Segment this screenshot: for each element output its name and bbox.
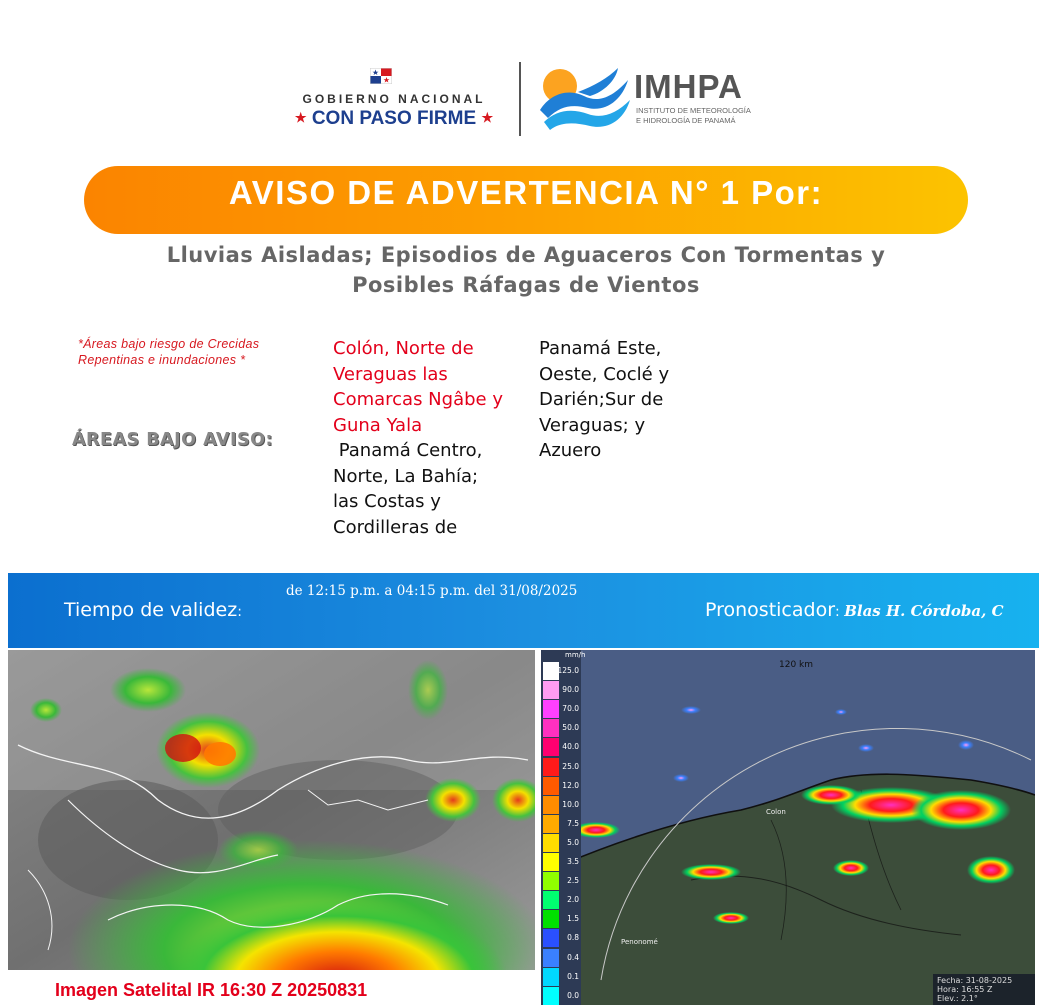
area-line: Colón, Norte de	[333, 338, 474, 359]
areas-label: ÁREAS BAJO AVISO:	[72, 430, 273, 450]
area-line: Darién;Sur de	[539, 389, 664, 410]
area-line: Panamá Centro,	[333, 440, 483, 461]
radar-info-box	[933, 974, 1035, 1005]
areas-column-1	[333, 336, 538, 540]
imhpa-logo	[538, 66, 768, 132]
radar-scale-label: 1.5	[567, 914, 579, 924]
radar-scale-label: 5.0	[567, 837, 579, 847]
radar-scale-label: 50.0	[562, 723, 579, 733]
imhpa-subtitle-line1: INSTITUTO DE METEOROLOGÍA	[636, 106, 751, 115]
validity-bar	[8, 573, 1039, 648]
radar-range-label: 120 km	[779, 660, 814, 670]
radar-image	[541, 650, 1035, 1005]
flood-risk-note	[78, 336, 308, 368]
radar-info-elev: Elev.: 2.1°	[937, 994, 978, 1003]
forecaster-colon: :	[835, 604, 845, 620]
warning-title: AVISO DE ADVERTENCIA N° 1 Por:	[228, 174, 824, 211]
satellite-caption: Imagen Satelital IR 16:30 Z 20250831	[55, 980, 368, 1000]
gobierno-nacional-text: GOBIERNO NACIONAL	[302, 92, 486, 106]
radar-scale-label: 0.4	[567, 952, 579, 962]
forecaster	[705, 599, 1004, 621]
area-line: Azuero	[539, 440, 602, 461]
risk-note-line2: Repentinas e inundaciones *	[78, 353, 246, 367]
satellite-ir-image	[8, 650, 535, 970]
area-line: Comarcas Ngâbe y	[333, 389, 503, 410]
gobierno-nacional-logo	[284, 68, 504, 134]
radar-scale-label: 10.0	[562, 799, 579, 809]
validity-range: de 12:15 p.m. a 04:15 p.m. del 31/08/2025	[286, 583, 578, 599]
star-icon: ★	[481, 110, 494, 125]
imhpa-sun-wave-icon	[538, 66, 632, 132]
area-line: Guna Yala	[333, 414, 423, 436]
radar-scale	[541, 650, 586, 1005]
logo-divider	[519, 62, 521, 136]
area-line: Veraguas; y	[539, 414, 646, 436]
radar-scale-label: 25.0	[562, 761, 579, 771]
radar-scale-label: 0.8	[567, 933, 579, 943]
area-line: las Costas y	[333, 491, 441, 512]
radar-scale-label: 0.1	[567, 971, 579, 981]
radar-city-penonome: Penonomé	[621, 938, 658, 946]
validity-label-colon: :	[237, 604, 242, 620]
radar-scale-label: 40.0	[562, 742, 579, 752]
flood-risk-areas	[333, 336, 538, 438]
radar-scale-label: 90.0	[562, 685, 579, 695]
areas-column-2	[539, 336, 709, 464]
subtitle-line1: Lluvias Aisladas; Episodios de Aguaceros Con Tormentas y	[166, 243, 886, 267]
warning-subtitle	[120, 240, 932, 300]
title-banner	[84, 166, 968, 234]
radar-scale-label: 0.0	[567, 990, 579, 1000]
radar-city-colon: Colon	[766, 808, 786, 816]
area-line: Oeste, Coclé y	[539, 363, 670, 385]
risk-note-line1: *Áreas bajo riesgo de Crecidas	[78, 337, 260, 351]
con-paso-firme-text	[284, 108, 504, 130]
radar-info-date: Fecha: 31-08-2025	[937, 976, 1013, 985]
radar-scale-label: 2.5	[567, 876, 579, 886]
radar-scale-label: 12.0	[562, 780, 579, 790]
panama-flag-icon	[370, 68, 392, 84]
forecaster-label-text: Pronosticador	[705, 599, 836, 621]
area-line: Norte, La Bahía;	[333, 465, 479, 487]
subtitle-line2: Posibles Ráfagas de Vientos	[352, 273, 700, 297]
area-line: Panamá Este,	[539, 338, 662, 359]
star-icon: ★	[294, 110, 307, 125]
imhpa-subtitle-line2: E HIDROLOGÍA DE PANAMÁ	[636, 116, 736, 125]
radar-scale-label: 2.0	[567, 895, 579, 905]
imhpa-name: IMHPA	[634, 68, 743, 105]
radar-scale-label: 70.0	[562, 704, 579, 714]
radar-scale-label: 125.0	[557, 666, 579, 675]
con-paso-firme-label: CON PASO FIRME	[311, 108, 477, 129]
area-line: Veraguas las	[333, 363, 448, 385]
forecaster-name: Blas H. Córdoba, C	[844, 602, 1004, 620]
validity-label	[64, 599, 242, 621]
radar-info-time: Hora: 16:55 Z	[937, 985, 993, 994]
radar-scale-label: 3.5	[567, 857, 579, 866]
validity-label-text: Tiempo de validez	[64, 599, 238, 621]
area-line: Cordilleras de	[333, 516, 458, 538]
radar-unit: mm/h	[565, 651, 586, 659]
radar-scale-label: 7.5	[567, 818, 579, 828]
